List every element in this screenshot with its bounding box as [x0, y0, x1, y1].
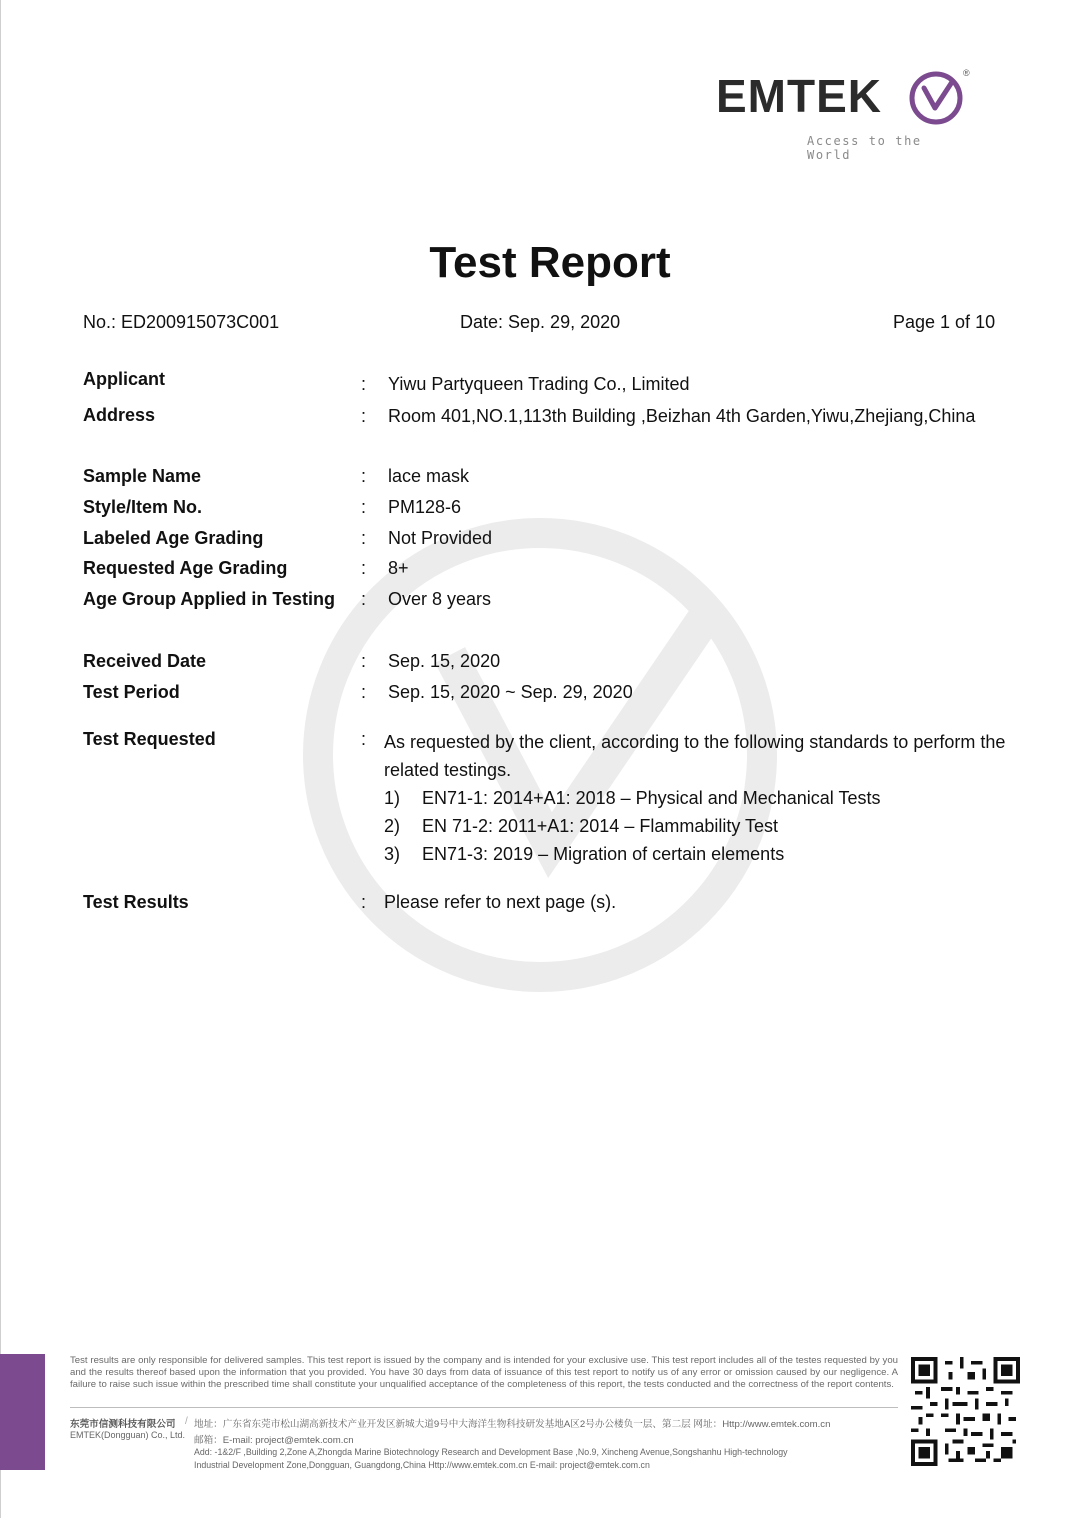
sample-name-label: Sample Name [83, 466, 202, 486]
test-requested-label: Test Requested [83, 729, 216, 749]
received-date-value: Sep. 15, 2020 [388, 651, 501, 671]
colon: : [361, 466, 367, 486]
report-number: No.: ED200915073C001 [83, 312, 280, 332]
logo-brand-text: EMTEK [716, 70, 882, 122]
age-group-value: Over 8 years [388, 589, 492, 609]
registered-mark: ® [963, 68, 970, 78]
colon: : [361, 729, 367, 749]
qr-code-icon [911, 1357, 1020, 1466]
list-item-text: EN71-3: 2019 – Migration of certain elements [422, 844, 785, 864]
test-period-label: Test Period [83, 682, 180, 702]
labeled-age-value: Not Provided [388, 528, 493, 548]
list-item-text: EN71-1: 2014+A1: 2018 – Physical and Mechanical Tests [422, 788, 881, 808]
report-date: Date: Sep. 29, 2020 [460, 312, 621, 332]
address-en-line-1: Add: -1&2/F ,Building 2,Zone A,Zhongda Marine Biotechnology Research and Development Base ,No.9, Xincheng Avenue,Songshanhu High-technology [194, 1447, 788, 1457]
colon: : [361, 558, 367, 578]
requested-age-value: 8+ [388, 558, 409, 578]
colon: : [361, 892, 367, 912]
applicant-value: Yiwu Partyqueen Trading Co., Limited [388, 374, 690, 394]
sample-name-value: lace mask [388, 466, 470, 486]
colon: : [361, 406, 367, 426]
list-item-text: EN 71-2: 2011+A1: 2014 – Flammability Test [422, 816, 779, 836]
test-results-label: Test Results [83, 892, 189, 912]
company-name-en: EMTEK(Dongguan) Co., Ltd. [70, 1430, 186, 1440]
list-item-number: 1) [384, 788, 401, 808]
address-value: Room 401,NO.1,113th Building ,Beizhan 4th Garden,Yiwu,Zhejiang,China [388, 406, 976, 426]
age-group-label: Age Group Applied in Testing [83, 589, 335, 609]
received-date-label: Received Date [83, 651, 207, 671]
applicant-label: Applicant [83, 369, 166, 389]
style-item-value: PM128-6 [388, 497, 462, 517]
page-edge [0, 0, 1, 1518]
colon: : [361, 528, 367, 548]
test-requested-intro: As requested by the client, according to the following standards to perform the related testings. [384, 732, 1006, 780]
company-name-cn: 东莞市信测科技有限公司 [70, 1419, 176, 1430]
footer-divider [70, 1407, 898, 1408]
emtek-check-circle-icon [908, 70, 964, 126]
colon: : [361, 682, 367, 702]
address-label: Address [83, 405, 156, 425]
colon: : [361, 589, 367, 609]
footer-separator: / [185, 1416, 188, 1427]
list-item-number: 3) [384, 844, 401, 864]
footer-accent-bar [0, 1354, 45, 1470]
colon: : [361, 374, 367, 394]
test-period-value: Sep. 15, 2020 ~ Sep. 29, 2020 [388, 682, 633, 702]
labeled-age-label: Labeled Age Grading [83, 528, 264, 548]
requested-age-label: Requested Age Grading [83, 558, 288, 578]
footer-disclaimer: Test results are only responsible for delivered samples. This test report is issued by the company and is intended for your exclusive use. This test report includes all of the testes requested by you and the results thereof based upon the information that you provided. You have 30 days from data of issuance of this test report to notify us of any error or omission caused by our negligence. A failure to raise such issue within the prescribed time shall constitute your unqualified acceptance of the completeness of this report, the tests conducted and the correctness of the report contents. [70, 1355, 898, 1390]
emtek-logo [712, 66, 972, 162]
colon: : [361, 651, 367, 671]
list-item-number: 2) [384, 816, 401, 836]
test-results-value: Please refer to next page (s). [384, 892, 617, 912]
address-en-line-2: Industrial Development Zone,Dongguan, Guangdong,China Http://www.emtek.com.cn E-mail: project@emtek.com.cn [194, 1460, 650, 1470]
logo-tagline: Access to the World [807, 134, 922, 162]
report-title: Test Report [429, 238, 671, 287]
email-cn: 邮箱：E-mail: project@emtek.com.cn [194, 1435, 354, 1446]
colon: : [361, 497, 367, 517]
address-cn: 地址：广东省东莞市松山湖高新技术产业开发区新城大道9号中大海洋生物科技研发基地A区2号办公楼负一层、第二层 网址：Http://www.emtek.com.cn [194, 1419, 831, 1430]
page-indicator: Page 1 of 10 [893, 312, 996, 332]
style-item-label: Style/Item No. [83, 497, 203, 517]
